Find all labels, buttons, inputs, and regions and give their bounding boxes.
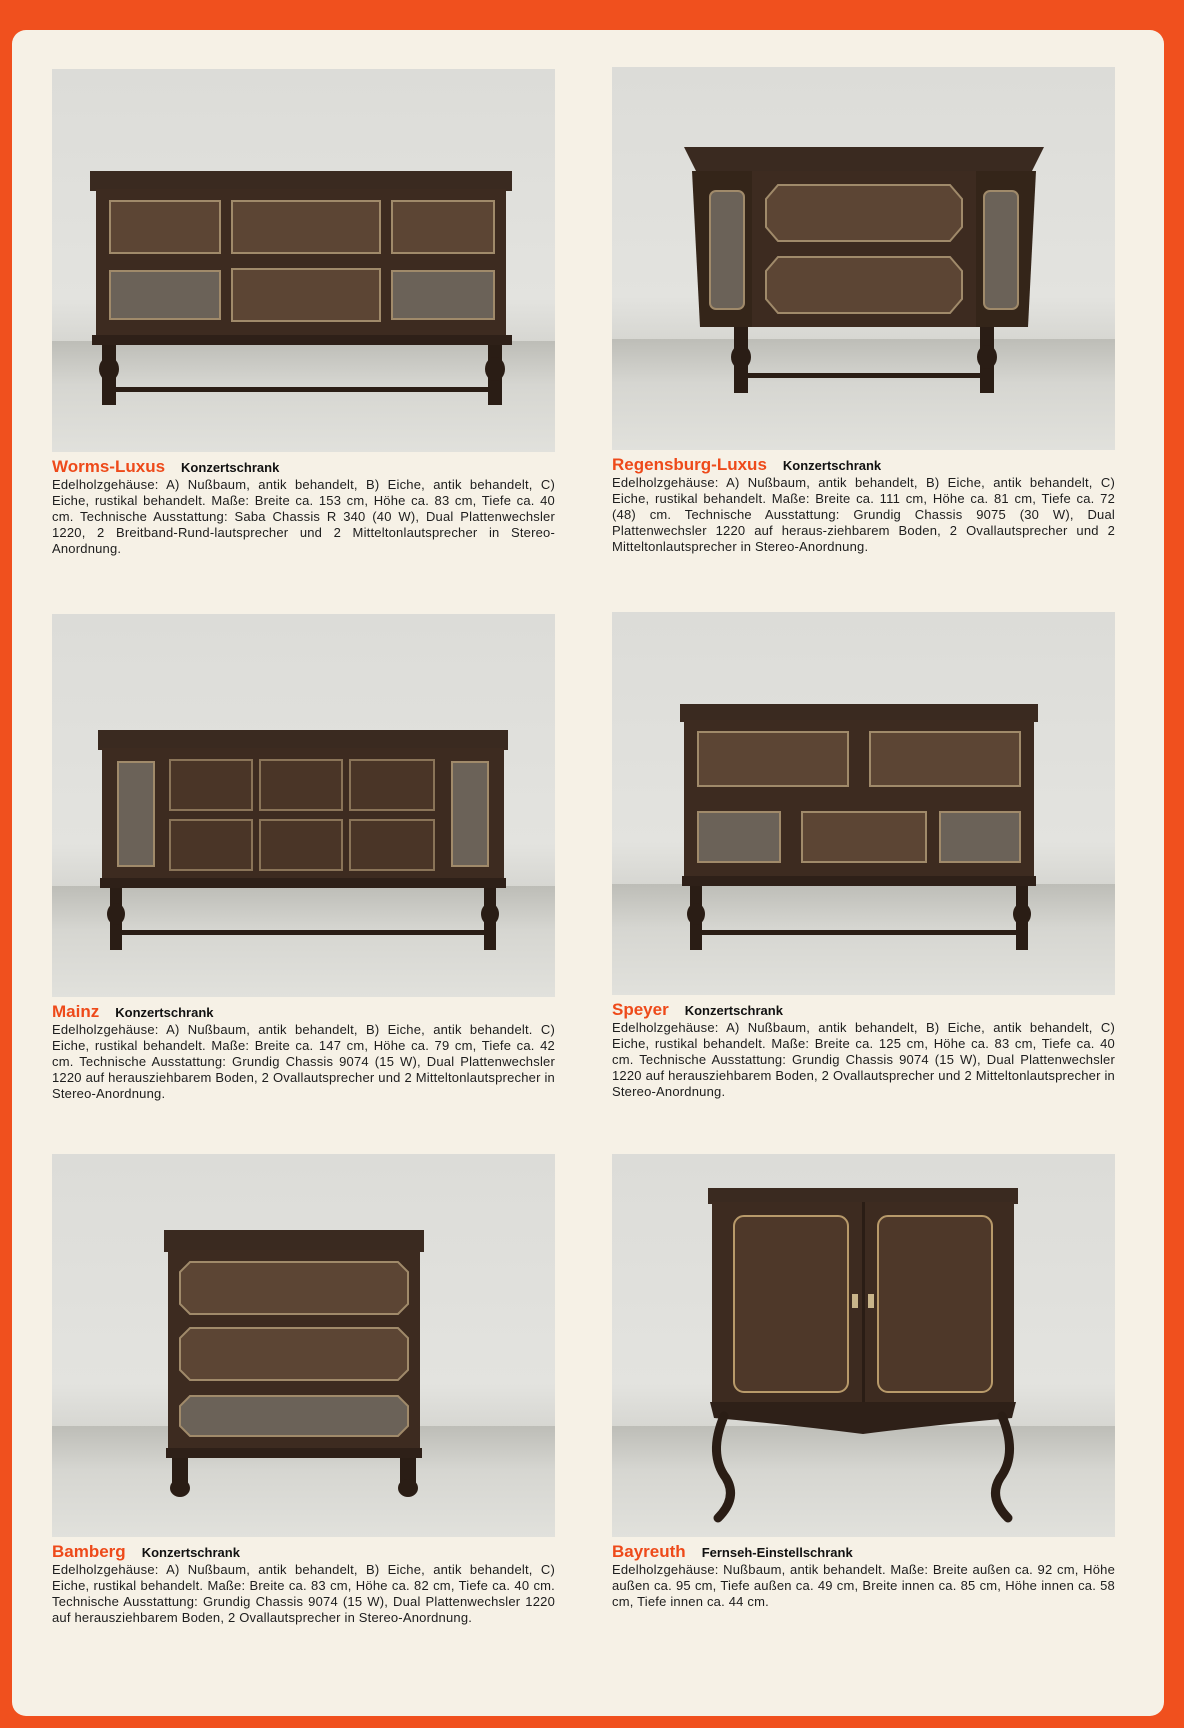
product-photo	[52, 69, 555, 452]
product-bayreuth	[612, 1154, 1115, 1610]
product-description: Edelholzgehäuse: A) Nußbaum, antik behandelt, B) Eiche, antik behandelt, C) Eiche, rustikal behandelt. Maße: Breite ca. 83 cm, Höhe ca. 82 cm, Tiefe ca. 40 cm. Technische Ausstattung: Grundig Chassis 9074 (15 W), Dual Plattenwechsler 1220 auf herausziehbarem Boden, 2 Ovallautsprecher in Stereo-Anordnung.	[52, 1562, 555, 1625]
product-type: Konzertschrank	[181, 460, 280, 475]
cabinet-illustration	[612, 1154, 1115, 1537]
cabinet-illustration	[612, 67, 1115, 450]
product-name: Worms-Luxus	[52, 457, 166, 476]
product-mainz	[52, 614, 555, 1102]
product-regensburg-luxus	[612, 67, 1115, 555]
product-description: Edelholzgehäuse: A) Nußbaum, antik behandelt, B) Eiche, antik behandelt, C) Eiche, rustikal behandelt. Maße: Breite ca. 153 cm, Höhe ca. 83 cm, Tiefe ca. 40 cm. Technische Ausstattung: Saba Chassis R 340 (40 W), Dual Plattenwechsler 1220, 2 Breitband-Rund-lautsprecher und 2 Mitteltonlautsprecher in Stereo-Anordnung.	[52, 477, 555, 556]
cabinet-illustration	[52, 614, 555, 997]
product-description: Edelholzgehäuse: A) Nußbaum, antik behandelt, B) Eiche, antik behandelt, C) Eiche, rustikal behandelt. Maße: Breite ca. 111 cm, Höhe ca. 81 cm, Tiefe ca. 72 (48) cm. Technische Ausstattung: Grundig Chassis 9075 (30 W), Dual Plattenwechsler 1220 auf heraus-ziehbarem Boden, 2 Ovallautsprecher und 2 Mitteltonlautsprecher in Stereo-Anordnung.	[612, 475, 1115, 554]
product-type: Konzertschrank	[115, 1005, 214, 1020]
product-description: Edelholzgehäuse: Nußbaum, antik behandelt. Maße: Breite außen ca. 92 cm, Höhe außen ca. 95 cm, Tiefe außen ca. 49 cm, Breite innen ca. 85 cm, Höhe innen ca. 58 cm, Tiefe innen ca. 44 cm.	[612, 1562, 1115, 1609]
product-name: Bamberg	[52, 1542, 126, 1561]
product-name: Speyer	[612, 1000, 669, 1019]
product-worms-luxus	[52, 69, 555, 557]
product-description: Edelholzgehäuse: A) Nußbaum, antik behandelt, B) Eiche, antik behandelt, C) Eiche, rustikal behandelt. Maße: Breite ca. 125 cm, Höhe ca. 83 cm, Tiefe ca. 40 cm. Technische Ausstattung: Grundig Chassis 9074 (15 W), Dual Plattenwechsler 1220 auf herausziehbarem Boden, 2 Ovallautsprecher und 2 Mitteltonlautsprecher in Stereo-Anordnung.	[612, 1020, 1115, 1099]
product-photo	[52, 1154, 555, 1537]
product-type: Konzertschrank	[684, 1003, 783, 1018]
product-name: Regensburg-Luxus	[612, 455, 767, 474]
product-name: Bayreuth	[612, 1542, 686, 1561]
product-type: Fernseh-Einstellschrank	[701, 1545, 853, 1560]
product-bamberg	[52, 1154, 555, 1626]
cabinet-illustration	[52, 69, 555, 452]
product-photo	[612, 612, 1115, 995]
product-type: Konzertschrank	[141, 1545, 240, 1560]
product-photo	[612, 1154, 1115, 1537]
product-photo	[612, 67, 1115, 450]
cabinet-illustration	[52, 1154, 555, 1537]
product-description: Edelholzgehäuse: A) Nußbaum, antik behandelt, B) Eiche, antik behandelt. C) Eiche, rustikal behandelt. Maße: Breite ca. 147 cm, Höhe ca. 79 cm, Tiefe ca. 42 cm. Technische Ausstattung: Grundig Chassis 9074 (15 W), Dual Plattenwechsler 1220 auf herausziehbarem Boden, 2 Ovallautsprecher und 2 Mitteltonlautsprecher in Stereo-Anordnung.	[52, 1022, 555, 1101]
product-name: Mainz	[52, 1002, 100, 1021]
product-speyer	[612, 612, 1115, 1100]
product-type: Konzertschrank	[782, 458, 882, 473]
product-photo	[52, 614, 555, 997]
cabinet-illustration	[612, 612, 1115, 995]
